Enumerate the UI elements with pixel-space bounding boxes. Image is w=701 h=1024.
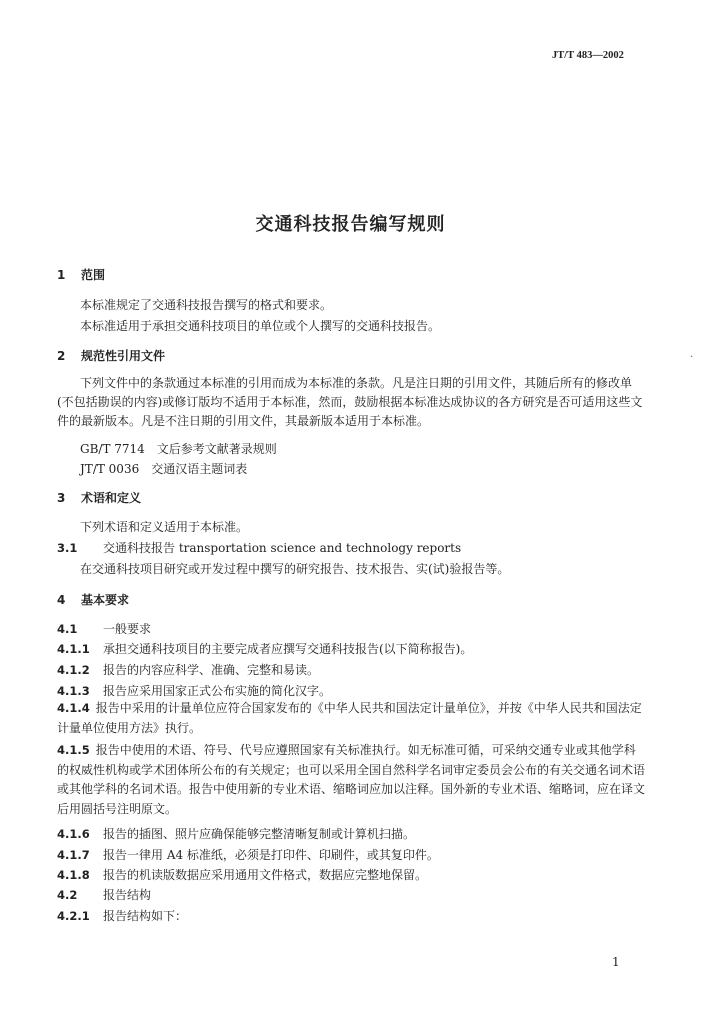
clause-4-1 — [57, 620, 151, 637]
clause-number: 4.2.1 — [57, 909, 90, 923]
clause-number: 3.1 — [57, 541, 78, 555]
clause-3-1 — [57, 539, 461, 556]
clause-text: 报告结构如下： — [103, 909, 188, 923]
clause-text: 报告的插图、照片应确保能够完整清晰复制或计算机扫描。 — [103, 827, 416, 841]
clause-text: 承担交通科技项目的主要完成者应撰写交通科技报告(以下简称报告)。 — [103, 642, 473, 656]
clause-number: 4.1.8 — [57, 868, 90, 882]
clause-4-1-5 — [57, 741, 645, 819]
section-4-heading — [57, 591, 129, 608]
section-number: 1 — [57, 268, 66, 282]
standard-code: JT/T 483—2002 — [552, 50, 624, 61]
clause-text: 报告中采用的计量单位应符合国家发布的《中华人民共和国法定计量单位》，并按《中华人民共和国法定计量单位使用方法》执行。 — [57, 701, 642, 735]
clause-number: 4.2 — [57, 888, 78, 902]
section-title: 术语和定义 — [81, 491, 142, 505]
term-name: 交通科技报告 transportation science and technology reports — [103, 541, 462, 555]
clause-4-2 — [57, 886, 151, 903]
document-title: 交通科技报告编写规则 — [255, 214, 446, 235]
clause-text: 报告一律用 A4 标准纸，必须是打印件、印刷件，或其复印件。 — [103, 848, 439, 862]
section-3-heading — [57, 489, 141, 506]
clause-text: 报告中使用的术语、符号、代号应遵照国家有关标准执行。如无标准可循，可采纳交通专业或其他学科的权威性机构或学术团体所公布的有关规定；也可以采用全国自然科学名词审定委员会公布的有关交通名词术语或其他学科的名词术语。报告中使用新的专业术语、缩略词应加以注释。国外新的专业术语、缩略词，应在译文后用圆括号注明原文。 — [57, 743, 646, 816]
clause-text: 一般要求 — [103, 622, 152, 636]
clause-text: 报告结构 — [103, 888, 152, 902]
clause-4-1-6 — [57, 825, 415, 842]
reference-jtt0036: JT/T 0036 交通汉语主题词表 — [80, 462, 248, 476]
section-1-heading — [57, 266, 105, 283]
clause-number: 4.1.4 — [57, 701, 90, 715]
clause-4-1-8 — [57, 866, 427, 883]
clause-number: 4.1.1 — [57, 642, 90, 656]
clause-text: 报告的机读版数据应采用通用文件格式，数据应完整地保留。 — [103, 868, 428, 882]
clause-number: 4.1.3 — [57, 684, 90, 698]
clause-text: 报告应采用国家正式公布实施的简化汉字。 — [103, 684, 332, 698]
clause-4-1-1 — [57, 640, 472, 657]
clause-4-1-3 — [57, 682, 331, 699]
section-2-heading — [57, 347, 165, 364]
margin-mark: · — [690, 352, 694, 363]
page-number: 1 — [612, 955, 620, 969]
section-number: 2 — [57, 349, 66, 363]
clause-number: 4.1.6 — [57, 827, 90, 841]
section-number: 4 — [57, 593, 66, 607]
section-number: 3 — [57, 491, 66, 505]
normative-references-paragraph: 下列文件中的条款通过本标准的引用而成为本标准的条款。凡是注日期的引用文件，其随后所有的修改单(不包括勘误的内容)或修订版均不适用于本标准，然而，鼓励根据本标准达成协议的各方研究是否可适用这些文件的最新版本。凡是不注日期的引用文件，其最新版本适用于本标准。 — [57, 376, 643, 428]
reference-gbt7714: GB/T 7714 文后参考文献著录规则 — [80, 442, 277, 456]
clause-number: 4.1.5 — [57, 743, 90, 757]
clause-number: 4.1.2 — [57, 663, 90, 677]
clause-4-1-2 — [57, 661, 319, 678]
scope-paragraph-1: 本标准规定了交通科技报告撰写的格式和要求。 — [80, 298, 333, 312]
clause-number: 4.1 — [57, 622, 78, 636]
term-definition: 在交通科技项目研究或开发过程中撰写的研究报告、技术报告、实(试)验报告等。 — [80, 562, 510, 576]
section-title: 基本要求 — [81, 593, 130, 607]
terms-intro: 下列术语和定义适用于本标准。 — [80, 520, 249, 534]
clause-4-1-4 — [57, 699, 645, 738]
clause-text: 报告的内容应科学、准确、完整和易读。 — [103, 663, 320, 677]
scope-paragraph-2: 本标准适用于承担交通科技项目的单位或个人撰写的交通科技报告。 — [80, 319, 441, 333]
clause-4-2-1 — [57, 907, 187, 924]
section-title: 范围 — [81, 268, 106, 282]
section-title: 规范性引用文件 — [81, 349, 166, 363]
clause-number: 4.1.7 — [57, 848, 90, 862]
clause-4-1-7 — [57, 846, 439, 863]
